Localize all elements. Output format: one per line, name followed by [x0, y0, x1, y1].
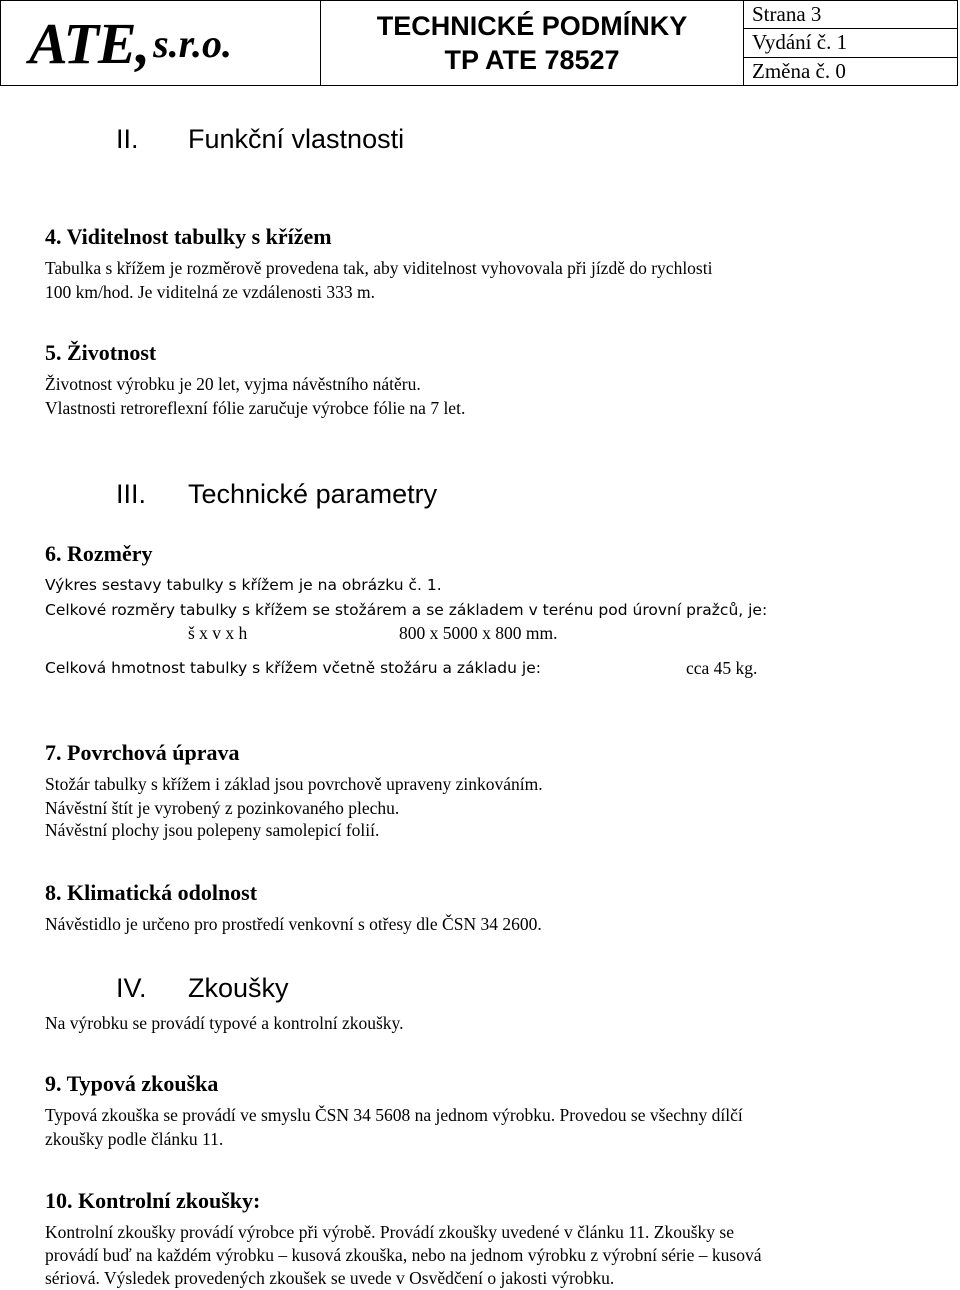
item-10-text-line3: sériová. Výsledek provedených zkoušek se uvede v Osvědčení o jakosti výrobku.: [45, 1268, 615, 1288]
item-5-text-line2: Vlastnosti retroreflexní fólie zaručuje výrobce fólie na 7 let.: [45, 398, 466, 418]
company-suffix: s.r.o.: [153, 20, 233, 66]
document-header: [0, 0, 958, 86]
item-7-text-line1: Stožár tabulky s křížem i základ jsou povrchově upraveny zinkováním.: [45, 774, 543, 794]
item-8-heading: 8. Klimatická odolnost: [45, 880, 258, 905]
item-10-text-line2: provádí buď na každém výrobku – kusová zkouška, nebo na jednom výrobku z výrobní série – kusová: [45, 1245, 762, 1265]
mass-label: Celková hmotnost tabulky s křížem včetně stožáru a základu je:: [45, 659, 541, 677]
section-title: Zkoušky: [188, 973, 289, 1003]
dimensions-value: 800 x 5000 x 800 mm.: [399, 623, 558, 643]
section-iv-intro: Na výrobku se provádí typové a kontrolní zkoušky.: [45, 1013, 404, 1033]
item-7-heading: 7. Povrchová úprava: [45, 740, 240, 765]
item-4-text-line2: 100 km/hod. Je viditelná ze vzdálenosti 333 m.: [45, 282, 376, 302]
item-5-text-line1: Životnost výrobku je 20 let, vyjma návěstního nátěru.: [45, 374, 421, 394]
section-number: III.: [116, 479, 147, 509]
item-6-text-line1: Výkres sestavy tabulky s křížem je na obrázku č. 1.: [45, 576, 442, 594]
section-title: Technické parametry: [188, 479, 438, 509]
mass-value: cca 45 kg.: [686, 658, 758, 678]
section-heading-iv: [116, 972, 616, 1004]
document-title: TECHNICKÉ PODMÍNKY: [376, 11, 688, 41]
item-4-heading: 4. Viditelnost tabulky s křížem: [45, 224, 332, 249]
document-title-box: [321, 1, 744, 85]
dimensions-label: š x v x h: [188, 623, 248, 643]
item-4-text-line1: Tabulka s křížem je rozměrově provedena tak, aby viditelnost vyhovovala při jízdě do rychlosti: [45, 258, 713, 278]
item-9-text-line1: Typová zkouška se provádí ve smyslu ČSN 34 5608 na jednom výrobku. Provedou se všechny dílčí: [45, 1105, 743, 1125]
item-7-text-line3: Návěstní plochy jsou polepeny samolepicí folií.: [45, 820, 380, 840]
section-heading-iii: [116, 478, 616, 510]
document-number: TP ATE 78527: [444, 45, 620, 75]
issue-number: Vydání č. 1: [744, 28, 957, 56]
section-number: II.: [116, 124, 139, 154]
item-10-heading: 10. Kontrolní zkoušky:: [45, 1188, 261, 1213]
item-10-text-line1: Kontrolní zkoušky provádí výrobce při výrobě. Provádí zkoušky uvedené v článku 11. Zkoušky se: [45, 1222, 735, 1242]
section-number: IV.: [116, 973, 147, 1003]
company-logo: [1, 1, 321, 85]
item-9-text-line2: zkoušky podle článku 11.: [45, 1129, 224, 1149]
item-7-text-line2: Návěstní štít je vyrobený z pozinkovaného plechu.: [45, 798, 400, 818]
company-name: ATE,: [29, 10, 150, 76]
change-number: Změna č. 0: [744, 57, 957, 85]
item-8-text-line1: Návěstidlo je určeno pro prostředí venkovní s otřesy dle ČSN 34 2600.: [45, 914, 542, 934]
item-5-heading: 5. Životnost: [45, 340, 157, 365]
section-title: Funkční vlastnosti: [188, 124, 405, 154]
item-6-text-line2: Celkové rozměry tabulky s křížem se stožárem a se základem v terénu pod úrovní pražců, je:: [45, 601, 768, 619]
item-6-heading: 6. Rozměry: [45, 541, 153, 566]
item-9-heading: 9. Typová zkouška: [45, 1071, 219, 1096]
document-meta: [744, 1, 957, 85]
section-heading-ii: [116, 123, 616, 155]
page-number: Strana 3: [752, 2, 822, 27]
